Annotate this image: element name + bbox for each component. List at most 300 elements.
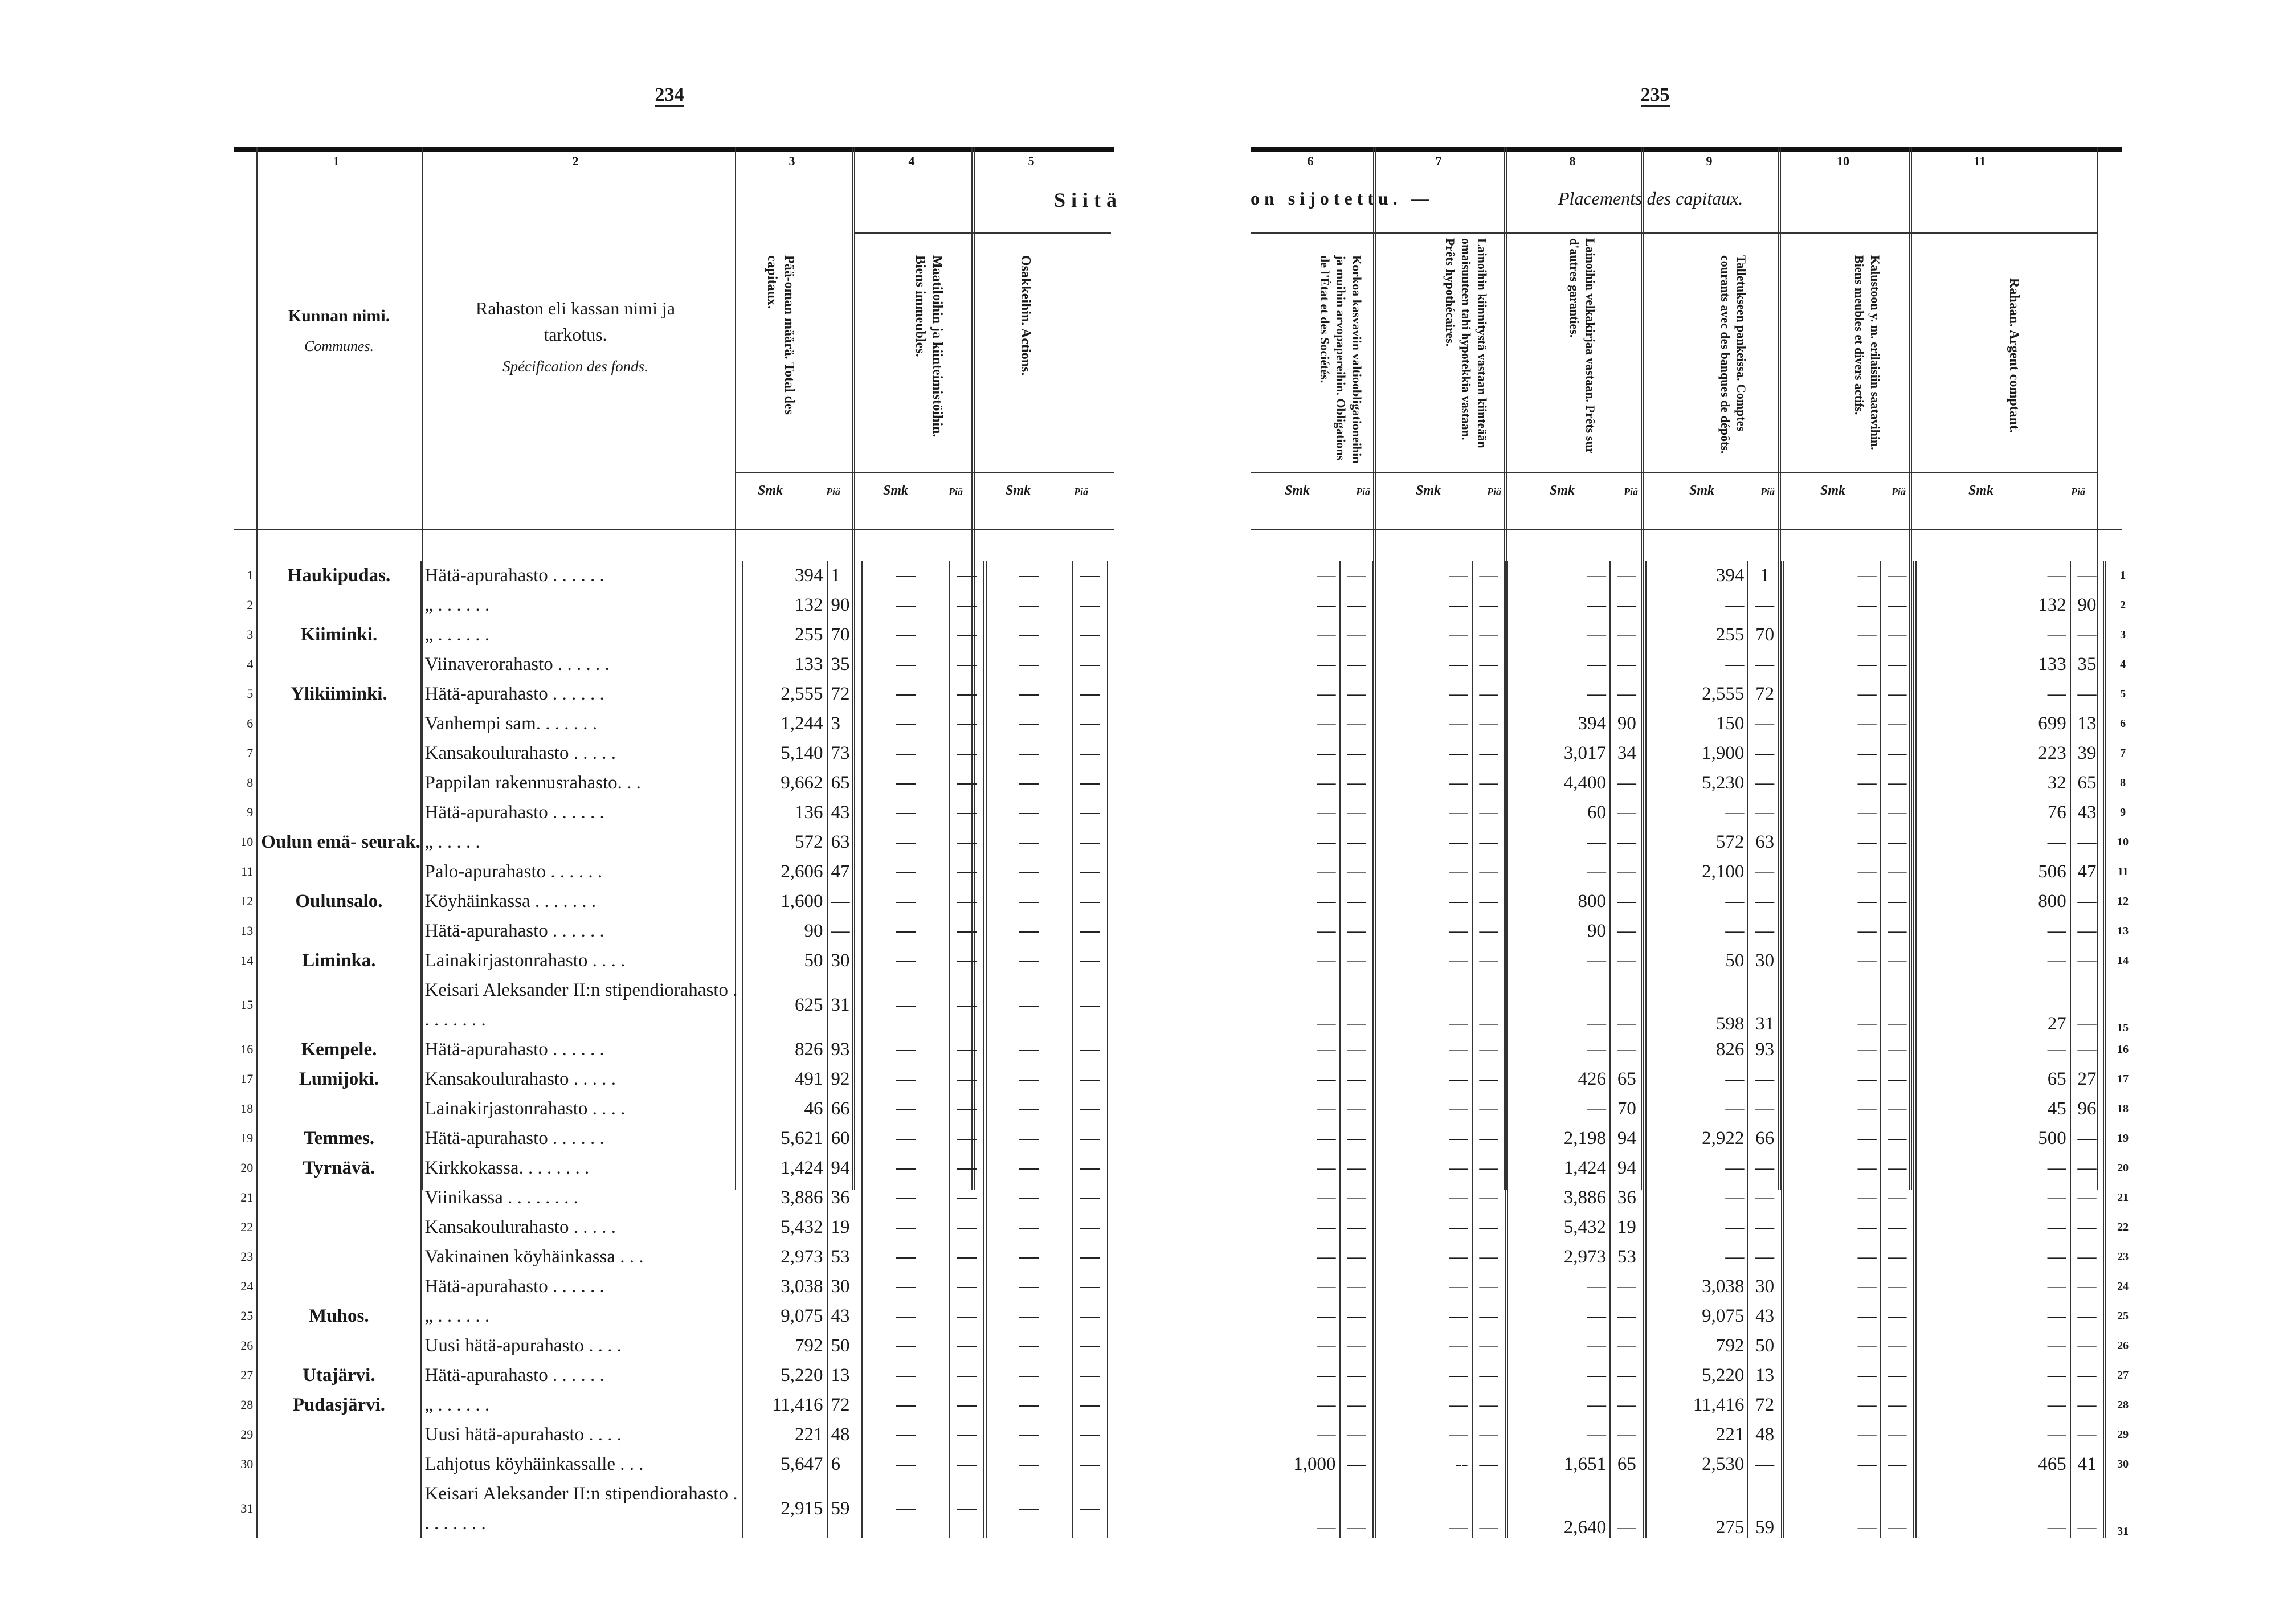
movables-pennies: — bbox=[1881, 1242, 1915, 1272]
bonds-pennies: — bbox=[1340, 1420, 1375, 1449]
fund-name: Kansakoulurahasto . . . . . bbox=[421, 1212, 742, 1242]
commune-name: Ylikiiminki. bbox=[257, 679, 420, 709]
fund-name: Viinikassa . . . . . . . . bbox=[421, 1183, 742, 1212]
cash-pennies: 43 bbox=[2070, 798, 2105, 827]
table-row bbox=[228, 1035, 1108, 1064]
bonds-smk: — bbox=[1317, 1068, 1336, 1089]
total-capital-pennies: 66 bbox=[827, 1094, 863, 1123]
total-capital: 5,432 bbox=[742, 1212, 827, 1242]
page-number-left: 234 bbox=[655, 84, 684, 105]
movables-smk: — bbox=[1857, 831, 1877, 852]
cash-pennies: 47 bbox=[2070, 857, 2105, 886]
table-row bbox=[228, 916, 1108, 946]
loans-pennies: — bbox=[1610, 561, 1645, 590]
cash-smk: 132 bbox=[2038, 594, 2066, 615]
loans-pennies: — bbox=[1610, 649, 1645, 679]
left-header bbox=[234, 147, 1123, 530]
mortgages-pennies: — bbox=[1472, 1272, 1507, 1301]
actions-empty bbox=[985, 561, 1073, 590]
actions-pennies-empty bbox=[1072, 1094, 1108, 1123]
commune-name bbox=[257, 1183, 420, 1212]
hline bbox=[855, 232, 1111, 234]
cash-pennies: — bbox=[2070, 1360, 2105, 1390]
total-capital: 133 bbox=[742, 649, 827, 679]
bonds-smk: — bbox=[1317, 1335, 1336, 1356]
row-number: 13 bbox=[240, 924, 254, 938]
mortgages-smk: — bbox=[1449, 1068, 1468, 1089]
row-number: 5 bbox=[247, 687, 254, 701]
fund-name: Hätä-apurahasto . . . . . . bbox=[421, 1035, 742, 1064]
row-number-right: 30 bbox=[2117, 1457, 2129, 1470]
mortgages-pennies: — bbox=[1472, 916, 1507, 946]
total-capital: 132 bbox=[742, 590, 827, 620]
loans-smk: — bbox=[1587, 1424, 1607, 1445]
immovables-empty bbox=[862, 975, 950, 1035]
table-row bbox=[228, 1242, 1108, 1272]
fund-name: Hätä-apurahasto . . . . . . bbox=[421, 1360, 742, 1390]
cash-pennies: — bbox=[2070, 1242, 2105, 1272]
immovables-pennies-empty bbox=[950, 1360, 985, 1390]
actions-pennies-empty bbox=[1072, 649, 1108, 679]
unit-smk: Smk bbox=[1006, 483, 1031, 498]
mortgages-pennies: — bbox=[1472, 1242, 1507, 1272]
loans-pennies: — bbox=[1610, 1035, 1645, 1064]
bank-deposits-pennies: 70 bbox=[1748, 620, 1783, 649]
bank-deposits-smk: 221 bbox=[1715, 1424, 1745, 1445]
bonds-pennies: — bbox=[1340, 1360, 1375, 1390]
bank-deposits-smk: — bbox=[1725, 1216, 1745, 1237]
loans-pennies: — bbox=[1610, 886, 1645, 916]
table-row bbox=[228, 561, 1108, 590]
loans-smk: — bbox=[1587, 1364, 1607, 1386]
total-capital: 1,424 bbox=[742, 1153, 827, 1183]
loans-pennies: — bbox=[1610, 946, 1645, 975]
mortgages-smk: — bbox=[1449, 1187, 1468, 1208]
total-capital: 2,606 bbox=[742, 857, 827, 886]
bank-deposits-smk: — bbox=[1725, 653, 1745, 675]
bank-deposits-pennies: — bbox=[1748, 1242, 1783, 1272]
mortgages-smk: — bbox=[1449, 1014, 1468, 1034]
commune-name bbox=[257, 975, 420, 1035]
bonds-smk: — bbox=[1317, 1305, 1336, 1326]
mortgages-pennies: — bbox=[1472, 946, 1507, 975]
actions-pennies-empty bbox=[1072, 1035, 1108, 1064]
unit-smk: Smk bbox=[1550, 483, 1575, 498]
row-number-right: 14 bbox=[2117, 954, 2129, 967]
unit-smk: Smk bbox=[1968, 483, 1994, 498]
immovables-pennies-empty bbox=[950, 1272, 985, 1301]
unit-smk: Smk bbox=[1416, 483, 1441, 498]
immovables-empty bbox=[862, 679, 950, 709]
movables-pennies: — bbox=[1881, 1360, 1915, 1390]
immovables-pennies-empty bbox=[950, 857, 985, 886]
bank-deposits-pennies: 63 bbox=[1748, 827, 1783, 857]
movables-pennies: — bbox=[1881, 738, 1915, 768]
loans-smk: 1,651 bbox=[1563, 1453, 1607, 1474]
cash-smk: 465 bbox=[2038, 1453, 2066, 1474]
bank-deposits-pennies: 72 bbox=[1748, 679, 1783, 709]
row-number-right: 29 bbox=[2117, 1428, 2129, 1441]
actions-empty bbox=[985, 1420, 1073, 1449]
commune-name bbox=[257, 1094, 420, 1123]
immovables-empty bbox=[862, 946, 950, 975]
actions-pennies-empty bbox=[1072, 1360, 1108, 1390]
fund-name: „ . . . . . . bbox=[421, 620, 742, 649]
commune-name bbox=[257, 768, 420, 798]
bank-deposits-smk: 11,416 bbox=[1693, 1394, 1745, 1415]
cash-smk: — bbox=[2047, 1364, 2066, 1386]
immovables-empty bbox=[862, 620, 950, 649]
col5-heading: Osakkeihin. Actions. bbox=[1018, 255, 1033, 376]
row-number: 18 bbox=[240, 1101, 254, 1116]
mortgages-smk: — bbox=[1449, 1305, 1468, 1326]
bank-deposits-pennies: — bbox=[1748, 590, 1783, 620]
total-capital-pennies: 43 bbox=[827, 1301, 863, 1331]
cash-smk: 27 bbox=[2047, 1014, 2066, 1034]
bank-deposits-pennies: — bbox=[1748, 709, 1783, 738]
table-row bbox=[1251, 1272, 2139, 1301]
row-number: 4 bbox=[247, 657, 254, 671]
table-row bbox=[1251, 620, 2139, 649]
mortgages-smk: — bbox=[1449, 713, 1468, 734]
cash-pennies: — bbox=[2070, 827, 2105, 857]
bonds-smk: — bbox=[1317, 1246, 1336, 1267]
immovables-empty bbox=[862, 1272, 950, 1301]
table-row bbox=[228, 738, 1108, 768]
loans-smk: — bbox=[1587, 1039, 1607, 1060]
row-number-right: 15 bbox=[2117, 1022, 2129, 1034]
immovables-pennies-empty bbox=[950, 1212, 985, 1242]
total-capital-pennies: 72 bbox=[827, 679, 863, 709]
actions-pennies-empty bbox=[1072, 1331, 1108, 1360]
col1-heading-fr: Communes. bbox=[304, 338, 374, 354]
col7-heading: Lainoihin kiinnitystä vastaan kiinteään omaisuuteen tahi hypotekkia vastaan. Prêts hypothécaires. bbox=[1443, 238, 1489, 448]
row-number: 25 bbox=[240, 1309, 254, 1323]
bonds-pennies: — bbox=[1340, 946, 1375, 975]
movables-smk: — bbox=[1857, 594, 1877, 615]
bonds-pennies: — bbox=[1340, 1123, 1375, 1153]
table-row bbox=[228, 1449, 1108, 1479]
table-row bbox=[1251, 1094, 2139, 1123]
bank-deposits-smk: — bbox=[1725, 1157, 1745, 1178]
bonds-smk: — bbox=[1317, 1517, 1336, 1538]
movables-pennies: — bbox=[1881, 827, 1915, 857]
cash-smk: — bbox=[2047, 565, 2066, 586]
table-row bbox=[1251, 768, 2139, 798]
actions-empty bbox=[985, 975, 1073, 1035]
bank-deposits-smk: 5,220 bbox=[1702, 1364, 1745, 1386]
loans-pennies: — bbox=[1610, 857, 1645, 886]
bonds-smk: — bbox=[1317, 1394, 1336, 1415]
table-row bbox=[228, 768, 1108, 798]
row-number-right: 4 bbox=[2120, 657, 2126, 671]
cash-pennies: 27 bbox=[2070, 1064, 2105, 1094]
immovables-empty bbox=[862, 1064, 950, 1094]
bank-deposits-smk: 2,100 bbox=[1702, 861, 1745, 882]
bonds-smk: — bbox=[1317, 861, 1336, 882]
actions-pennies-empty bbox=[1072, 1272, 1108, 1301]
bonds-smk: — bbox=[1317, 713, 1336, 734]
col-number-9: 9 bbox=[1706, 154, 1713, 168]
fund-name: Uusi hätä-apurahasto . . . . bbox=[421, 1331, 742, 1360]
immovables-empty bbox=[862, 857, 950, 886]
hline bbox=[735, 472, 1114, 473]
table-row bbox=[228, 709, 1108, 738]
immovables-pennies-empty bbox=[950, 1331, 985, 1360]
bank-deposits-smk: 150 bbox=[1715, 713, 1745, 734]
bonds-pennies: — bbox=[1340, 1331, 1375, 1360]
loans-pennies: — bbox=[1610, 1420, 1645, 1449]
row-number: 8 bbox=[247, 775, 254, 790]
mortgages-smk: — bbox=[1449, 742, 1468, 763]
unit-smk: Smk bbox=[1689, 483, 1715, 498]
bonds-pennies: — bbox=[1340, 1183, 1375, 1212]
bonds-pennies: — bbox=[1340, 649, 1375, 679]
mortgages-smk: — bbox=[1449, 565, 1468, 586]
row-number: 1 bbox=[247, 568, 254, 582]
total-capital-pennies: 59 bbox=[827, 1479, 863, 1538]
cash-smk: — bbox=[2047, 1039, 2066, 1060]
bank-deposits-pennies: — bbox=[1748, 738, 1783, 768]
bonds-smk: — bbox=[1317, 683, 1336, 704]
fund-name: Keisari Aleksander II:n stipendiorahasto . . . . . . . . bbox=[421, 1479, 742, 1538]
mortgages-smk: — bbox=[1449, 950, 1468, 971]
bonds-pennies: — bbox=[1340, 857, 1375, 886]
row-number-right: 6 bbox=[2120, 717, 2126, 730]
table-row bbox=[228, 857, 1108, 886]
mortgages-pennies: — bbox=[1472, 679, 1507, 709]
movables-smk: — bbox=[1857, 950, 1877, 971]
bank-deposits-smk: 275 bbox=[1715, 1517, 1745, 1538]
fund-name: Hätä-apurahasto . . . . . . bbox=[421, 679, 742, 709]
total-capital-pennies: 92 bbox=[827, 1064, 863, 1094]
loans-pennies: — bbox=[1610, 590, 1645, 620]
movables-smk: — bbox=[1857, 565, 1877, 586]
immovables-empty bbox=[862, 1449, 950, 1479]
total-capital-pennies: — bbox=[827, 916, 863, 946]
table-row bbox=[1251, 1064, 2139, 1094]
movables-smk: — bbox=[1857, 1394, 1877, 1415]
commune-name bbox=[257, 590, 420, 620]
cash-smk: 65 bbox=[2047, 1068, 2066, 1089]
immovables-pennies-empty bbox=[950, 1301, 985, 1331]
total-capital: 2,973 bbox=[742, 1242, 827, 1272]
cash-pennies: 41 bbox=[2070, 1449, 2105, 1479]
cash-smk: — bbox=[2047, 920, 2066, 941]
cash-pennies: — bbox=[2070, 561, 2105, 590]
cash-pennies: 65 bbox=[2070, 768, 2105, 798]
fund-name: Köyhäinkassa . . . . . . . bbox=[421, 886, 742, 916]
loans-pennies: — bbox=[1610, 1301, 1645, 1331]
bank-deposits-smk: — bbox=[1725, 920, 1745, 941]
row-number: 30 bbox=[240, 1457, 254, 1471]
mortgages-pennies: — bbox=[1472, 768, 1507, 798]
commune-name bbox=[257, 1212, 420, 1242]
bonds-smk: — bbox=[1317, 565, 1336, 586]
mortgages-smk: — bbox=[1449, 831, 1468, 852]
fund-name: Lahjotus köyhäinkassalle . . . bbox=[421, 1449, 742, 1479]
table-row bbox=[228, 1301, 1108, 1331]
actions-empty bbox=[985, 620, 1073, 649]
loans-pennies: 36 bbox=[1610, 1183, 1645, 1212]
movables-pennies: — bbox=[1881, 1153, 1915, 1183]
commune-name bbox=[257, 1449, 420, 1479]
cash-pennies: — bbox=[2070, 1153, 2105, 1183]
mortgages-pennies: — bbox=[1472, 649, 1507, 679]
loans-smk: — bbox=[1587, 624, 1607, 645]
actions-empty bbox=[985, 738, 1073, 768]
total-capital: 136 bbox=[742, 798, 827, 827]
row-number-right: 21 bbox=[2117, 1191, 2129, 1204]
total-capital-pennies: — bbox=[827, 886, 863, 916]
commune-name: Tyrnävä. bbox=[257, 1153, 420, 1183]
unit-smk: Smk bbox=[883, 483, 909, 498]
movables-smk: — bbox=[1857, 713, 1877, 734]
loans-smk: 1,424 bbox=[1563, 1157, 1607, 1178]
loans-pennies: 90 bbox=[1610, 709, 1645, 738]
fund-name: Vanhempi sam. . . . . . . bbox=[421, 709, 742, 738]
bonds-smk: — bbox=[1317, 950, 1336, 971]
loans-pennies: 94 bbox=[1610, 1123, 1645, 1153]
movables-pennies: — bbox=[1881, 1183, 1915, 1212]
mortgages-smk: — bbox=[1449, 1364, 1468, 1386]
fund-name: Viinaverorahasto . . . . . . bbox=[421, 649, 742, 679]
loans-pennies: — bbox=[1610, 620, 1645, 649]
bonds-pennies: — bbox=[1340, 1094, 1375, 1123]
table-row bbox=[1251, 857, 2139, 886]
fund-name: „ . . . . . . bbox=[421, 1301, 742, 1331]
immovables-pennies-empty bbox=[950, 1449, 985, 1479]
mortgages-smk: — bbox=[1449, 1098, 1468, 1119]
immovables-pennies-empty bbox=[950, 1123, 985, 1153]
total-capital: 1,244 bbox=[742, 709, 827, 738]
table-row bbox=[228, 1420, 1108, 1449]
loans-smk: 5,432 bbox=[1563, 1216, 1607, 1237]
row-number: 26 bbox=[240, 1338, 254, 1353]
bonds-pennies: — bbox=[1340, 1272, 1375, 1301]
bank-deposits-pennies: — bbox=[1748, 798, 1783, 827]
mortgages-pennies: — bbox=[1472, 561, 1507, 590]
immovables-pennies-empty bbox=[950, 1479, 985, 1538]
commune-name bbox=[257, 1420, 420, 1449]
siita-heading: Siitä bbox=[1054, 189, 1123, 211]
fund-name: Kansakoulurahasto . . . . . bbox=[421, 1064, 742, 1094]
bank-deposits-pennies: 72 bbox=[1748, 1390, 1783, 1420]
row-number-right: 10 bbox=[2117, 835, 2129, 848]
table-row bbox=[228, 1064, 1108, 1094]
immovables-empty bbox=[862, 798, 950, 827]
commune-name bbox=[257, 738, 420, 768]
loans-pennies: — bbox=[1610, 1331, 1645, 1360]
row-number-right: 17 bbox=[2117, 1072, 2129, 1085]
movables-pennies: — bbox=[1881, 1035, 1915, 1064]
mortgages-smk: — bbox=[1449, 1246, 1468, 1267]
actions-pennies-empty bbox=[1072, 886, 1108, 916]
table-row bbox=[228, 1212, 1108, 1242]
bank-deposits-pennies: — bbox=[1748, 1449, 1783, 1479]
table-row bbox=[228, 590, 1108, 620]
col9-heading: Talletukseen pankeissa. Comptes courants avec des banques de dépôts. bbox=[1718, 255, 1748, 454]
loans-pennies: 65 bbox=[1610, 1064, 1645, 1094]
bonds-smk: — bbox=[1317, 1276, 1336, 1297]
actions-pennies-empty bbox=[1072, 679, 1108, 709]
commune-name bbox=[257, 1242, 420, 1272]
col-number-1: 1 bbox=[333, 154, 340, 168]
actions-pennies-empty bbox=[1072, 1242, 1108, 1272]
movables-smk: — bbox=[1857, 1276, 1877, 1297]
total-capital-pennies: 90 bbox=[827, 590, 863, 620]
movables-smk: — bbox=[1857, 1246, 1877, 1267]
mortgages-smk: — bbox=[1449, 772, 1468, 793]
placement-heading: on sijotettu. — bbox=[1251, 188, 1434, 209]
table-row bbox=[228, 1123, 1108, 1153]
mortgages-smk: — bbox=[1449, 653, 1468, 675]
movables-pennies: — bbox=[1881, 1094, 1915, 1123]
movables-smk: — bbox=[1857, 890, 1877, 912]
table-row bbox=[1251, 649, 2139, 679]
commune-name bbox=[257, 1331, 420, 1360]
immovables-pennies-empty bbox=[950, 738, 985, 768]
commune-name: Pudasjärvi. bbox=[257, 1390, 420, 1420]
bank-deposits-smk: 394 bbox=[1715, 565, 1745, 586]
row-number: 12 bbox=[240, 894, 254, 908]
fund-name: Kirkkokassa. . . . . . . . bbox=[421, 1153, 742, 1183]
immovables-pennies-empty bbox=[950, 798, 985, 827]
immovables-pennies-empty bbox=[950, 709, 985, 738]
immovables-empty bbox=[862, 590, 950, 620]
movables-smk: — bbox=[1857, 920, 1877, 941]
row-number-right: 24 bbox=[2117, 1280, 2129, 1293]
actions-empty bbox=[985, 1094, 1073, 1123]
total-capital: 9,662 bbox=[742, 768, 827, 798]
cash-smk: — bbox=[2047, 1276, 2066, 1297]
cash-smk: 32 bbox=[2047, 772, 2066, 793]
bonds-pennies: — bbox=[1340, 620, 1375, 649]
table-row bbox=[228, 649, 1108, 679]
bonds-pennies: — bbox=[1340, 975, 1375, 1035]
actions-empty bbox=[985, 1479, 1073, 1538]
actions-pennies-empty bbox=[1072, 1183, 1108, 1212]
col10-heading: Kalustoon y. m. erilaisiin saatavihin. Biens meubles et divers actifs. bbox=[1852, 255, 1882, 450]
total-capital-pennies: 47 bbox=[827, 857, 863, 886]
actions-pennies-empty bbox=[1072, 916, 1108, 946]
mortgages-pennies: — bbox=[1472, 1360, 1507, 1390]
movables-pennies: — bbox=[1881, 1479, 1915, 1538]
row-number: 15 bbox=[240, 998, 254, 1012]
loans-smk: — bbox=[1587, 653, 1607, 675]
fund-name: „ . . . . . . bbox=[421, 590, 742, 620]
table-row bbox=[228, 620, 1108, 649]
bonds-pennies: — bbox=[1340, 1212, 1375, 1242]
col1-heading: Kunnan nimi. bbox=[288, 307, 390, 325]
total-capital: 2,915 bbox=[742, 1479, 827, 1538]
mortgages-pennies: — bbox=[1472, 798, 1507, 827]
bank-deposits-pennies: — bbox=[1748, 1064, 1783, 1094]
movables-pennies: — bbox=[1881, 679, 1915, 709]
bank-deposits-pennies: 43 bbox=[1748, 1301, 1783, 1331]
bonds-pennies: — bbox=[1340, 1449, 1375, 1479]
table-row bbox=[228, 1094, 1108, 1123]
bonds-pennies: — bbox=[1340, 590, 1375, 620]
bonds-smk: — bbox=[1317, 802, 1336, 823]
col-number-10: 10 bbox=[1837, 154, 1849, 168]
loans-pennies: 19 bbox=[1610, 1212, 1645, 1242]
cash-pennies: — bbox=[2070, 679, 2105, 709]
total-capital-pennies: 53 bbox=[827, 1242, 863, 1272]
immovables-pennies-empty bbox=[950, 1035, 985, 1064]
total-capital: 50 bbox=[742, 946, 827, 975]
bank-deposits-smk: 2,530 bbox=[1702, 1453, 1745, 1474]
